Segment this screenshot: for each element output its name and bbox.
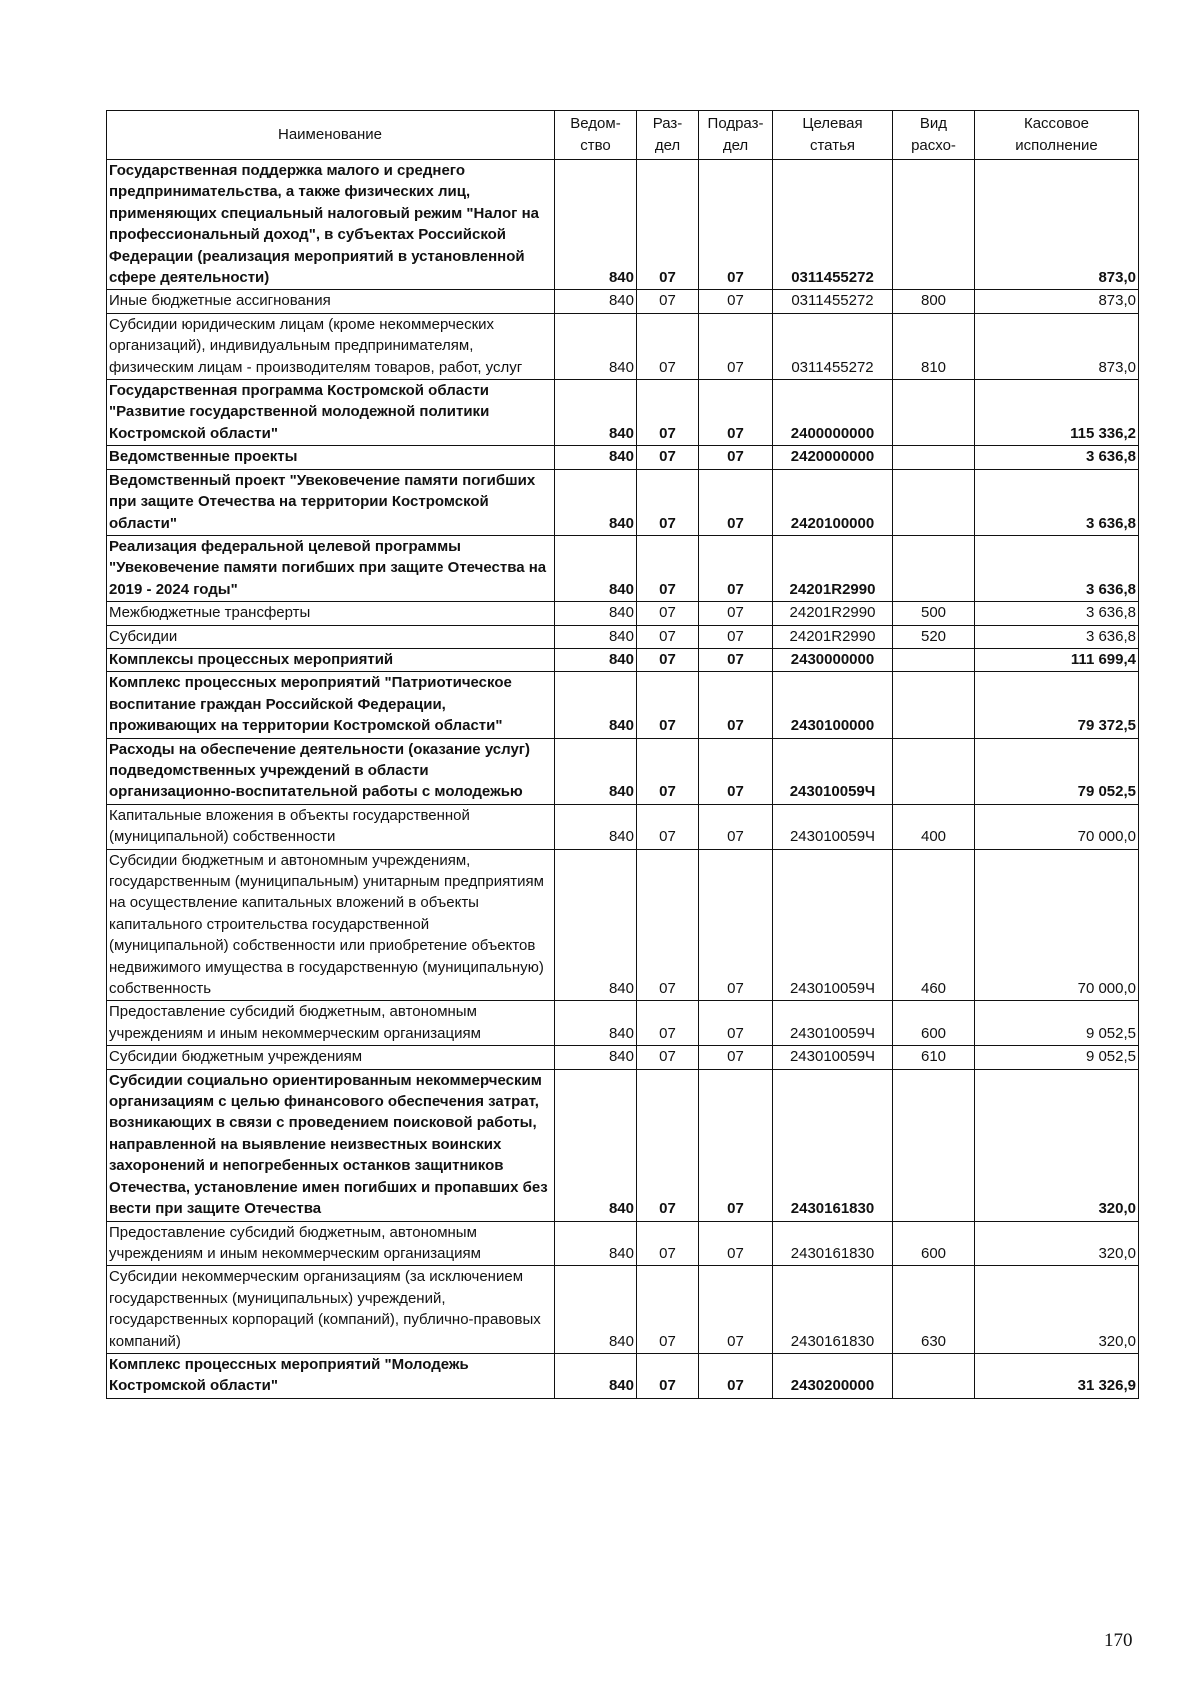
page-number: 170	[1104, 1630, 1133, 1651]
cell-section: 07	[637, 804, 699, 849]
cell-section: 07	[637, 648, 699, 671]
cell-subsection: 07	[699, 672, 773, 738]
cell-kind	[893, 1069, 975, 1221]
cell-amount: 70 000,0	[975, 804, 1139, 849]
header-kind	[893, 111, 975, 160]
table-row	[107, 446, 1139, 469]
cell-name: Предоставление субсидий бюджетным, автономным учреждениям и иным некоммерческим организациям	[107, 1221, 555, 1266]
cell-name: Предоставление субсидий бюджетным, автономным учреждениям и иным некоммерческим организациям	[107, 1001, 555, 1046]
table-row	[107, 602, 1139, 625]
cell-section: 07	[637, 446, 699, 469]
cell-target: 2420100000	[773, 469, 893, 535]
cell-dept: 840	[555, 1046, 637, 1069]
cell-amount: 3 636,8	[975, 625, 1139, 648]
cell-dept: 840	[555, 1221, 637, 1266]
cell-name: Субсидии бюджетным учреждениям	[107, 1046, 555, 1069]
cell-name: Ведомственный проект "Увековечение памяти погибших при защите Отечества на территории Костромской области"	[107, 469, 555, 535]
table-row	[107, 1353, 1139, 1398]
cell-target: 2430161830	[773, 1266, 893, 1354]
table-row	[107, 535, 1139, 601]
table-row	[107, 804, 1139, 849]
table-row	[107, 313, 1139, 379]
cell-subsection: 07	[699, 1266, 773, 1354]
cell-target: 243010059Ч	[773, 804, 893, 849]
cell-target: 0311455272	[773, 313, 893, 379]
cell-dept: 840	[555, 313, 637, 379]
cell-dept: 840	[555, 535, 637, 601]
table-row	[107, 849, 1139, 1001]
cell-name: Субсидии социально ориентированным некоммерческим организациям с целью финансового обеспечения затрат, возникающих в связи с проведением поисковой работы, направленной на выявление неизвестных воинских захоронений и непогребенных останков защитников Отечества, установление имен погибших и пропавших без вести при защите Отечества	[107, 1069, 555, 1221]
header-name	[107, 111, 555, 160]
table-row	[107, 1001, 1139, 1046]
cell-target: 24201R2990	[773, 602, 893, 625]
cell-target: 2430000000	[773, 648, 893, 671]
cell-section: 07	[637, 602, 699, 625]
header-name-text: Наименование	[278, 126, 382, 143]
cell-amount: 31 326,9	[975, 1353, 1139, 1398]
cell-subsection: 07	[699, 1046, 773, 1069]
cell-target: 243010059Ч	[773, 849, 893, 1001]
cell-kind: 630	[893, 1266, 975, 1354]
table-row	[107, 1266, 1139, 1354]
cell-dept: 840	[555, 1001, 637, 1046]
cell-name: Государственная поддержка малого и среднего предпринимательства, а также физических лиц, применяющих специальный налоговый режим "Налог на профессиональный доход", в субъектах Российской Федерации (реализация мероприятий в установленной сфере деятельности)	[107, 160, 555, 290]
header-kind-text: Вид расхо-	[911, 115, 956, 154]
header-dept-text: Ведом- ство	[570, 115, 621, 154]
table-row	[107, 160, 1139, 290]
cell-subsection: 07	[699, 1069, 773, 1221]
cell-amount: 3 636,8	[975, 535, 1139, 601]
cell-subsection: 07	[699, 1001, 773, 1046]
cell-section: 07	[637, 1001, 699, 1046]
cell-subsection: 07	[699, 648, 773, 671]
cell-dept: 840	[555, 849, 637, 1001]
cell-kind	[893, 535, 975, 601]
cell-section: 07	[637, 738, 699, 804]
cell-kind: 600	[893, 1221, 975, 1266]
cell-amount: 873,0	[975, 313, 1139, 379]
cell-subsection: 07	[699, 535, 773, 601]
cell-section: 07	[637, 1353, 699, 1398]
cell-dept: 840	[555, 738, 637, 804]
cell-subsection: 07	[699, 313, 773, 379]
table-row	[107, 738, 1139, 804]
cell-section: 07	[637, 1069, 699, 1221]
cell-amount: 115 336,2	[975, 380, 1139, 446]
cell-target: 2430100000	[773, 672, 893, 738]
table-row	[107, 1046, 1139, 1069]
cell-kind	[893, 160, 975, 290]
cell-section: 07	[637, 313, 699, 379]
cell-name: Реализация федеральной целевой программы "Увековечение памяти погибших при защите Отечества на 2019 - 2024 годы"	[107, 535, 555, 601]
cell-section: 07	[637, 849, 699, 1001]
cell-name: Государственная программа Костромской области "Развитие государственной молодежной политики Костромской области"	[107, 380, 555, 446]
cell-name: Межбюджетные трансферты	[107, 602, 555, 625]
cell-name: Комплекс процессных мероприятий "Патриотическое воспитание граждан Российской Федерации, проживающих на территории Костромской области"	[107, 672, 555, 738]
cell-amount: 873,0	[975, 160, 1139, 290]
cell-subsection: 07	[699, 1221, 773, 1266]
table-body	[107, 111, 1139, 1399]
cell-amount: 79 372,5	[975, 672, 1139, 738]
header-target-text: Целевая статья	[802, 115, 863, 154]
cell-amount: 70 000,0	[975, 849, 1139, 1001]
table-row	[107, 648, 1139, 671]
table-row	[107, 380, 1139, 446]
cell-name: Комплекс процессных мероприятий "Молодежь Костромской области"	[107, 1353, 555, 1398]
table-row	[107, 469, 1139, 535]
cell-subsection: 07	[699, 446, 773, 469]
cell-dept: 840	[555, 380, 637, 446]
cell-target: 2430161830	[773, 1069, 893, 1221]
cell-target: 2420000000	[773, 446, 893, 469]
cell-name: Субсидии бюджетным и автономным учреждениям, государственным (муниципальным) унитарным предприятиям на осуществление капитальных вложений в объекты капитального строительства государственной (муниципальной) собственности или приобретение объектов недвижимого имущества в государственную (муниципальную) собственность	[107, 849, 555, 1001]
cell-subsection: 07	[699, 469, 773, 535]
cell-subsection: 07	[699, 290, 773, 313]
cell-target: 243010059Ч	[773, 1046, 893, 1069]
cell-target: 2430200000	[773, 1353, 893, 1398]
cell-dept: 840	[555, 1353, 637, 1398]
table-row	[107, 1221, 1139, 1266]
cell-amount: 3 636,8	[975, 469, 1139, 535]
cell-kind: 800	[893, 290, 975, 313]
cell-subsection: 07	[699, 625, 773, 648]
cell-amount: 873,0	[975, 290, 1139, 313]
cell-target: 24201R2990	[773, 535, 893, 601]
cell-amount: 79 052,5	[975, 738, 1139, 804]
cell-amount: 320,0	[975, 1069, 1139, 1221]
cell-kind: 810	[893, 313, 975, 379]
cell-name: Субсидии	[107, 625, 555, 648]
cell-dept: 840	[555, 446, 637, 469]
cell-dept: 840	[555, 672, 637, 738]
cell-kind	[893, 446, 975, 469]
cell-name: Расходы на обеспечение деятельности (оказание услуг) подведомственных учреждений в области организационно-воспитательной работы с молодежью	[107, 738, 555, 804]
cell-amount: 3 636,8	[975, 446, 1139, 469]
cell-kind: 500	[893, 602, 975, 625]
cell-subsection: 07	[699, 380, 773, 446]
cell-kind: 400	[893, 804, 975, 849]
table-row	[107, 1069, 1139, 1221]
cell-kind	[893, 380, 975, 446]
cell-kind: 520	[893, 625, 975, 648]
header-target	[773, 111, 893, 160]
cell-target: 243010059Ч	[773, 1001, 893, 1046]
cell-name: Субсидии юридическим лицам (кроме некоммерческих организаций), индивидуальным предпринимателям, физическим лицам - производителям товаров, работ, услуг	[107, 313, 555, 379]
cell-kind	[893, 1353, 975, 1398]
cell-amount: 3 636,8	[975, 602, 1139, 625]
cell-section: 07	[637, 1266, 699, 1354]
cell-section: 07	[637, 1221, 699, 1266]
table-row	[107, 672, 1139, 738]
header-section-text: Раз- дел	[652, 115, 683, 154]
cell-amount: 111 699,4	[975, 648, 1139, 671]
cell-section: 07	[637, 1046, 699, 1069]
header-subsection	[699, 111, 773, 160]
cell-target: 2400000000	[773, 380, 893, 446]
cell-kind: 460	[893, 849, 975, 1001]
cell-section: 07	[637, 625, 699, 648]
table-row	[107, 625, 1139, 648]
cell-kind	[893, 738, 975, 804]
cell-subsection: 07	[699, 602, 773, 625]
cell-kind: 600	[893, 1001, 975, 1046]
cell-amount: 320,0	[975, 1221, 1139, 1266]
cell-dept: 840	[555, 469, 637, 535]
cell-dept: 840	[555, 625, 637, 648]
cell-subsection: 07	[699, 1353, 773, 1398]
cell-dept: 840	[555, 648, 637, 671]
header-amount-text: Кассовое исполнение	[1015, 115, 1098, 154]
cell-target: 243010059Ч	[773, 738, 893, 804]
cell-subsection: 07	[699, 738, 773, 804]
cell-section: 07	[637, 380, 699, 446]
cell-amount: 320,0	[975, 1266, 1139, 1354]
cell-kind	[893, 648, 975, 671]
cell-subsection: 07	[699, 160, 773, 290]
cell-dept: 840	[555, 1266, 637, 1354]
cell-section: 07	[637, 469, 699, 535]
cell-name: Комплексы процессных мероприятий	[107, 648, 555, 671]
cell-section: 07	[637, 672, 699, 738]
header-amount	[975, 111, 1139, 160]
cell-name: Капитальные вложения в объекты государственной (муниципальной) собственности	[107, 804, 555, 849]
header-subsection-text: Подраз- дел	[707, 115, 764, 154]
cell-target: 0311455272	[773, 160, 893, 290]
cell-dept: 840	[555, 1069, 637, 1221]
cell-amount: 9 052,5	[975, 1001, 1139, 1046]
cell-dept: 840	[555, 160, 637, 290]
cell-target: 2430161830	[773, 1221, 893, 1266]
header-section	[637, 111, 699, 160]
cell-name: Ведомственные проекты	[107, 446, 555, 469]
cell-subsection: 07	[699, 849, 773, 1001]
cell-kind	[893, 672, 975, 738]
cell-name: Иные бюджетные ассигнования	[107, 290, 555, 313]
cell-dept: 840	[555, 804, 637, 849]
cell-name: Субсидии некоммерческим организациям (за исключением государственных (муниципальных) учреждений, государственных корпораций (компаний), публично-правовых компаний)	[107, 1266, 555, 1354]
cell-section: 07	[637, 160, 699, 290]
budget-execution-table	[106, 110, 1139, 1399]
cell-subsection: 07	[699, 804, 773, 849]
cell-section: 07	[637, 290, 699, 313]
header-dept	[555, 111, 637, 160]
cell-target: 24201R2990	[773, 625, 893, 648]
cell-dept: 840	[555, 290, 637, 313]
cell-kind: 610	[893, 1046, 975, 1069]
table-row	[107, 290, 1139, 313]
cell-section: 07	[637, 535, 699, 601]
cell-kind	[893, 469, 975, 535]
cell-amount: 9 052,5	[975, 1046, 1139, 1069]
cell-dept: 840	[555, 602, 637, 625]
cell-target: 0311455272	[773, 290, 893, 313]
table-header-row	[107, 111, 1139, 160]
